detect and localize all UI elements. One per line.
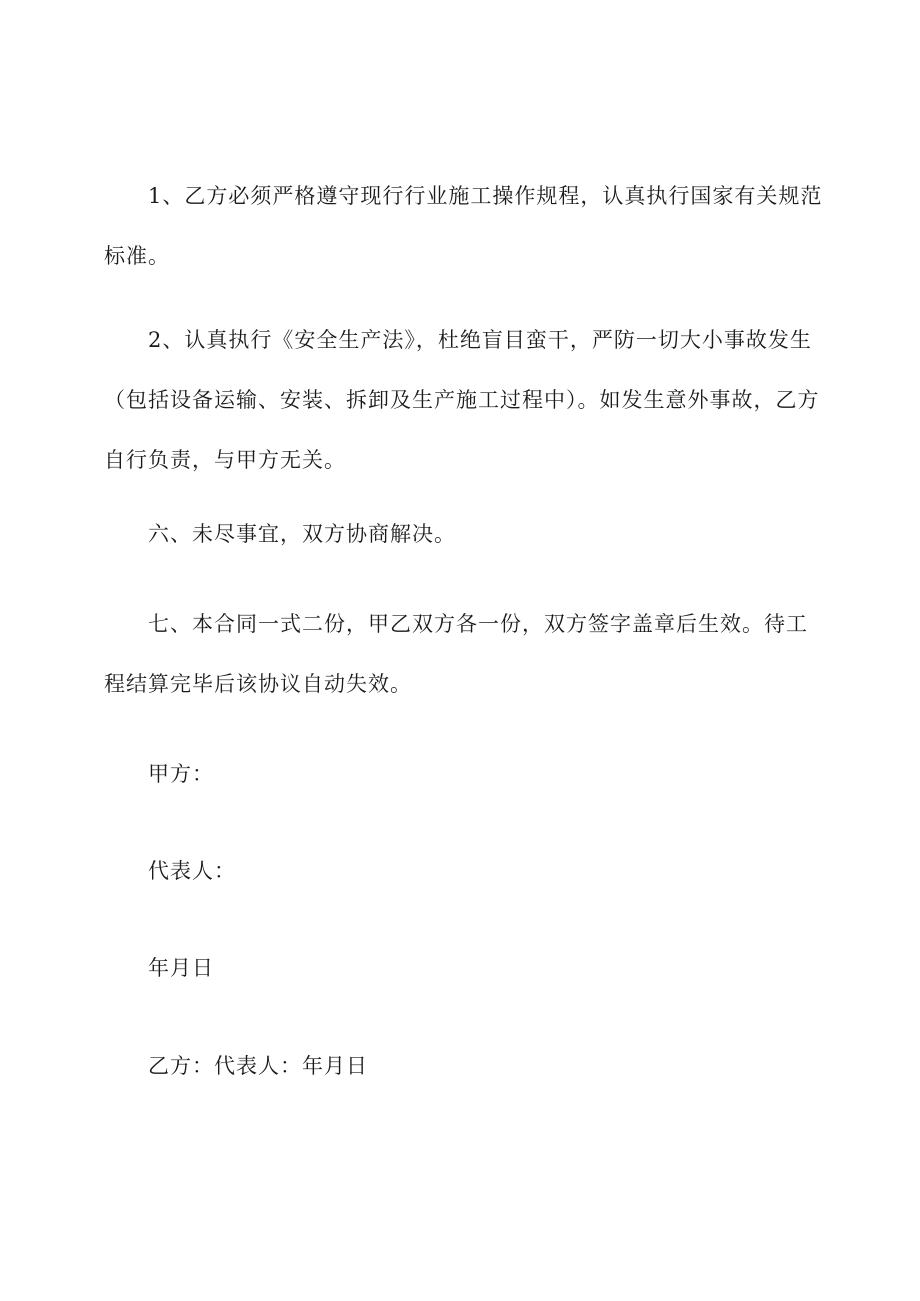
clause-2-line-1: 2、认真执行《安全生产法》，杜绝盲目蛮干，严防一切大小事故发生 — [148, 328, 812, 352]
signature-representative — [104, 841, 820, 901]
clause-1-line-2: 标准。 — [104, 244, 170, 268]
party-b-line: 乙方：代表人：年月日 — [148, 1054, 368, 1078]
clause-2-line-2: （包括设备运输、安装、拆卸及生产施工过程中）。如发生意外事故，乙方 — [104, 388, 820, 412]
clause-2 — [104, 310, 820, 490]
article-7 — [104, 594, 820, 714]
article-6-text: 六、未尽事宜，双方协商解决。 — [148, 522, 456, 546]
clause-2-line-3: 自行负责，与甲方无关。 — [104, 448, 346, 472]
article-7-line-2: 程结算完毕后该协议自动失效。 — [104, 672, 412, 696]
representative-label: 代表人： — [148, 859, 236, 883]
party-a-label: 甲方： — [148, 762, 214, 786]
clause-1-line-1: 1、乙方必须严格遵守现行行业施工操作规程，认真执行国家有关规范 — [148, 184, 823, 208]
signature-party-b — [104, 1036, 820, 1096]
article-6 — [104, 504, 820, 564]
date-label: 年月日 — [148, 956, 214, 980]
clause-1 — [104, 166, 823, 286]
signature-date — [104, 938, 820, 998]
signature-party-a — [104, 744, 820, 804]
article-7-line-1: 七、本合同一式二份，甲乙双方各一份，双方签字盖章后生效。待工 — [148, 612, 808, 636]
